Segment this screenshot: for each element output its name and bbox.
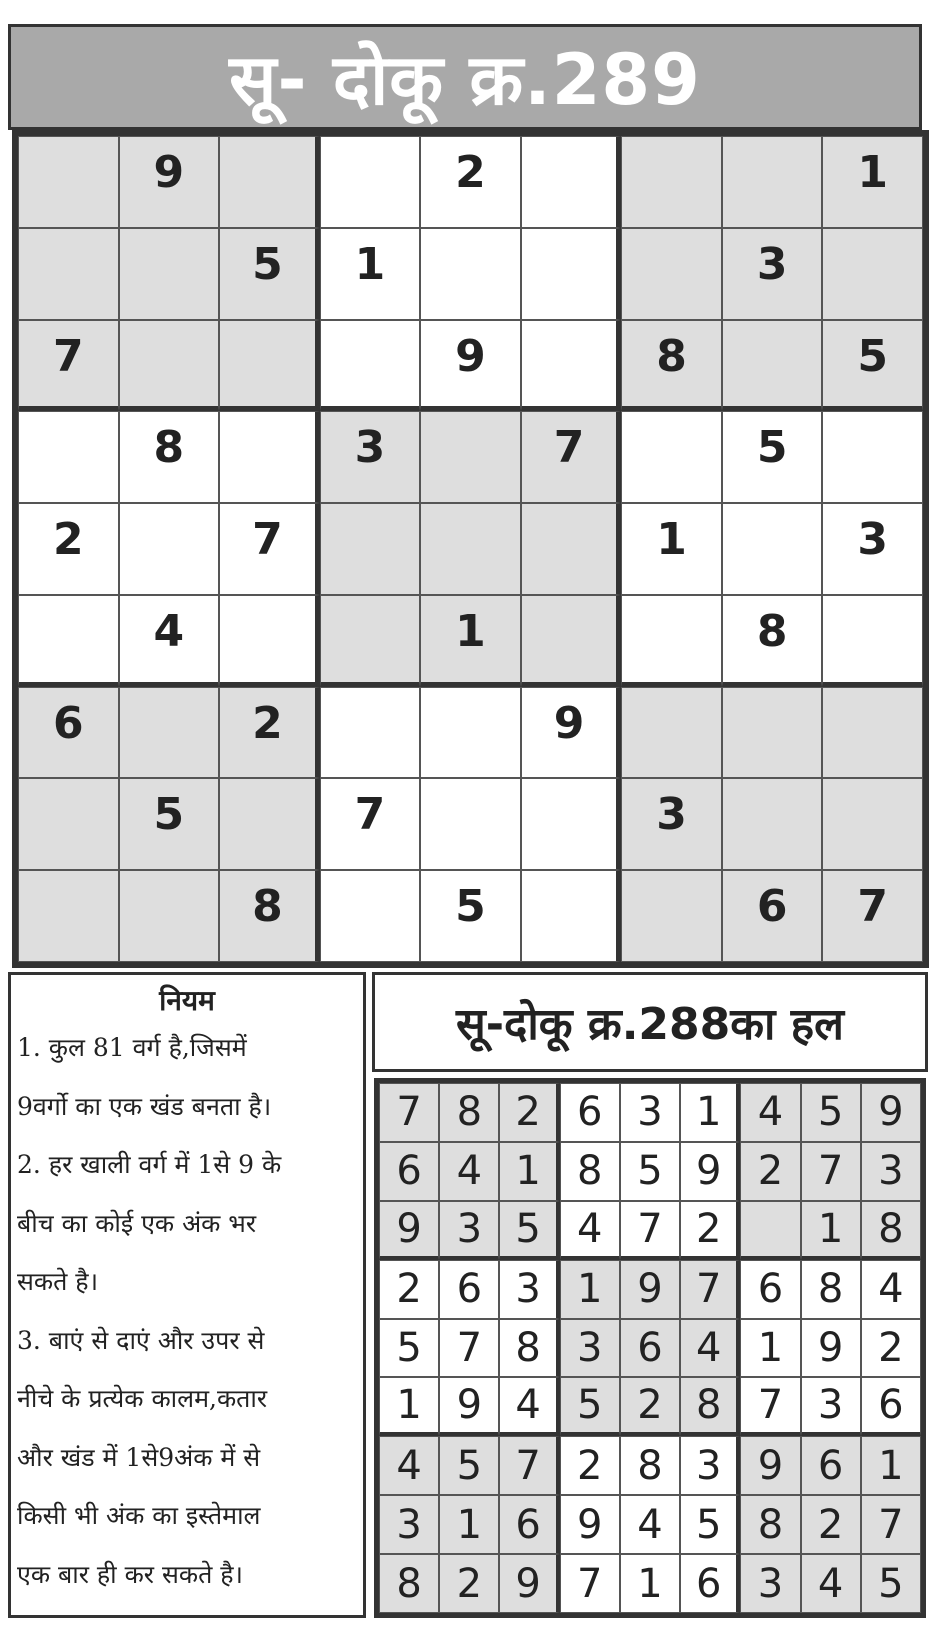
rules-box [8,972,366,1618]
puzzle-cell[interactable] [219,320,320,412]
solution-cell: 3 [801,1377,861,1436]
solution-cell: 7 [680,1260,740,1319]
puzzle-cell[interactable] [119,503,220,595]
puzzle-cell[interactable]: 1 [621,503,722,595]
solution-cell: 3 [680,1436,740,1495]
solution-cell: 8 [680,1377,740,1436]
puzzle-title: सू- दोकू क्र.289 [229,39,701,121]
solution-cell: 5 [560,1377,620,1436]
puzzle-cell[interactable] [521,778,622,870]
puzzle-cell[interactable] [18,411,119,503]
solution-cell: 6 [620,1319,680,1378]
puzzle-cell[interactable] [420,687,521,779]
puzzle-cell[interactable] [320,320,421,412]
puzzle-cell[interactable] [621,687,722,779]
puzzle-cell[interactable] [822,228,923,320]
solution-cell: 2 [801,1495,861,1554]
puzzle-cell[interactable] [521,320,622,412]
solution-cell: 4 [801,1554,861,1613]
puzzle-cell[interactable]: 1 [320,228,421,320]
solution-cell: 3 [379,1495,439,1554]
solution-cell: 6 [740,1260,800,1319]
solution-cell: 2 [560,1436,620,1495]
puzzle-cell[interactable]: 3 [621,778,722,870]
puzzle-cell[interactable] [521,228,622,320]
solution-cell: 1 [439,1495,499,1554]
solution-cell: 9 [740,1436,800,1495]
rules-line: और खंड में 1से9अंक में से [17,1442,261,1472]
solution-cell: 3 [861,1142,921,1201]
rules-line: सकते है। [17,1267,99,1296]
solution-cell: 6 [499,1495,559,1554]
puzzle-cell[interactable] [320,870,421,962]
solution-cell: 9 [801,1319,861,1378]
puzzle-cell[interactable]: 1 [420,595,521,687]
solution-cell: 9 [620,1260,680,1319]
solution-cell: 4 [560,1201,620,1260]
puzzle-cell[interactable]: 5 [219,228,320,320]
puzzle-cell[interactable] [119,320,220,412]
solution-cell: 3 [439,1201,499,1260]
puzzle-cell[interactable]: 9 [420,320,521,412]
puzzle-cell[interactable]: 3 [822,503,923,595]
puzzle-cell[interactable] [621,136,722,228]
solution-cell: 2 [680,1201,740,1260]
solution-cell: 8 [620,1436,680,1495]
solution-cell: 6 [439,1260,499,1319]
solution-cell: 2 [861,1319,921,1378]
solution-cell: 6 [379,1142,439,1201]
solution-cell: 7 [560,1554,620,1613]
solution-cell: 4 [861,1260,921,1319]
puzzle-cell[interactable]: 3 [722,228,823,320]
puzzle-cell[interactable] [722,778,823,870]
puzzle-cell[interactable]: 7 [219,503,320,595]
solution-cell: 4 [379,1436,439,1495]
rules-line: 1. कुल 81 वर्ग है,जिसमें [17,1033,247,1062]
puzzle-cell[interactable]: 9 [521,687,622,779]
puzzle-cell[interactable]: 7 [18,320,119,412]
solution-cell: 9 [379,1201,439,1260]
solution-cell: 4 [620,1495,680,1554]
solution-cell: 8 [801,1260,861,1319]
solution-cell: 1 [680,1083,740,1142]
puzzle-cell[interactable] [822,778,923,870]
solution-cell: 8 [560,1142,620,1201]
puzzle-title-banner [8,24,922,130]
solution-cell: 9 [861,1083,921,1142]
solution-cell: 9 [680,1142,740,1201]
solution-cell: 6 [861,1377,921,1436]
puzzle-cell[interactable] [219,411,320,503]
puzzle-cell[interactable] [521,870,622,962]
puzzle-cell[interactable]: 8 [621,320,722,412]
solution-cell: 1 [801,1201,861,1260]
solution-cell: 2 [439,1554,499,1613]
puzzle-cell[interactable] [18,870,119,962]
puzzle-cell[interactable] [119,228,220,320]
puzzle-cell[interactable] [722,320,823,412]
solution-cell: 9 [560,1495,620,1554]
solution-cell: 7 [801,1142,861,1201]
puzzle-cell[interactable]: 7 [521,411,622,503]
solution-cell: 3 [499,1260,559,1319]
solution-title: सू-दोकू क्र.288का हल [456,999,844,1050]
puzzle-cell[interactable] [420,411,521,503]
puzzle-cell[interactable] [621,228,722,320]
puzzle-cell[interactable]: 1 [822,136,923,228]
rules-line: बीच का कोई एक अंक भर [17,1208,257,1238]
sudoku-puzzle-grid [12,130,929,968]
solution-cell: 9 [439,1377,499,1436]
puzzle-cell[interactable]: 2 [420,136,521,228]
solution-cell: 7 [740,1377,800,1436]
puzzle-cell[interactable] [521,503,622,595]
rules-heading: नियम [159,984,215,1017]
puzzle-cell[interactable] [18,136,119,228]
puzzle-cell[interactable]: 5 [119,778,220,870]
puzzle-cell[interactable]: 7 [320,778,421,870]
puzzle-cell[interactable] [18,228,119,320]
puzzle-cell[interactable]: 2 [219,687,320,779]
puzzle-cell[interactable] [119,870,220,962]
solution-cell: 6 [801,1436,861,1495]
solution-cell: 1 [379,1377,439,1436]
puzzle-cell[interactable] [18,778,119,870]
puzzle-cell[interactable] [521,136,622,228]
solution-cell: 4 [740,1083,800,1142]
rules-line: नीचे के प्रत्येक कालम,कतार [17,1384,268,1413]
solution-cell: 6 [560,1083,620,1142]
puzzle-cell[interactable]: 5 [722,411,823,503]
rules-line: 2. हर खाली वर्ग में 1से 9 के [17,1150,282,1179]
solution-cell: 7 [499,1436,559,1495]
solution-cell: 3 [560,1319,620,1378]
solution-cell: 4 [680,1319,740,1378]
solution-cell: 9 [499,1554,559,1613]
rules-line: 3. बाएं से दाएं और उपर से [17,1325,265,1355]
solution-cell: 7 [861,1495,921,1554]
puzzle-cell[interactable]: 5 [420,870,521,962]
puzzle-cell[interactable] [822,411,923,503]
puzzle-cell[interactable] [320,136,421,228]
puzzle-cell[interactable]: 6 [722,870,823,962]
solution-cell: 8 [861,1201,921,1260]
solution-cell: 8 [499,1319,559,1378]
solution-cell: 4 [499,1377,559,1436]
solution-cell: 5 [439,1436,499,1495]
solution-cell: 2 [740,1142,800,1201]
puzzle-cell[interactable]: 7 [822,870,923,962]
rules-line: 9वर्गो का एक खंड बनता है। [17,1091,272,1121]
puzzle-cell[interactable] [320,687,421,779]
puzzle-cell[interactable]: 8 [119,411,220,503]
puzzle-cell[interactable] [420,778,521,870]
puzzle-cell[interactable] [822,687,923,779]
solution-cell: 2 [379,1260,439,1319]
puzzle-cell[interactable] [722,136,823,228]
solution-cell: 5 [499,1201,559,1260]
solution-cell: 1 [740,1319,800,1378]
solution-cell: 5 [379,1319,439,1378]
solution-cell: 4 [439,1142,499,1201]
solution-cell: 3 [740,1554,800,1613]
solution-cell: 8 [379,1554,439,1613]
rules-line: किसी भी अंक का इस्तेमाल [17,1501,261,1530]
puzzle-cell[interactable] [18,595,119,687]
solution-cell: 1 [861,1436,921,1495]
solution-cell: 7 [379,1083,439,1142]
puzzle-cell[interactable] [420,228,521,320]
puzzle-cell[interactable] [219,136,320,228]
puzzle-cell[interactable] [119,687,220,779]
puzzle-cell[interactable] [621,411,722,503]
puzzle-cell[interactable]: 3 [320,411,421,503]
rules-line: एक बार ही कर सकते है। [17,1559,244,1589]
solution-cell: 5 [620,1142,680,1201]
solution-cell: 1 [620,1554,680,1613]
solution-cell: 2 [620,1377,680,1436]
solution-cell: 1 [499,1142,559,1201]
puzzle-cell[interactable]: 5 [822,320,923,412]
solution-cell [740,1201,800,1260]
solution-cell: 5 [680,1495,740,1554]
puzzle-cell[interactable]: 8 [722,595,823,687]
puzzle-cell[interactable] [219,595,320,687]
solution-cell: 5 [801,1083,861,1142]
puzzle-cell[interactable] [822,595,923,687]
puzzle-cell[interactable]: 8 [219,870,320,962]
puzzle-cell[interactable]: 4 [119,595,220,687]
solution-cell: 7 [439,1319,499,1378]
puzzle-cell[interactable] [521,595,622,687]
puzzle-cell[interactable] [722,503,823,595]
puzzle-cell[interactable] [621,595,722,687]
puzzle-cell[interactable]: 2 [18,503,119,595]
solution-cell: 8 [439,1083,499,1142]
solution-cell: 8 [740,1495,800,1554]
sudoku-solution-grid [374,1078,926,1618]
solution-cell: 5 [861,1554,921,1613]
solution-title-box [372,972,928,1072]
solution-cell: 7 [620,1201,680,1260]
solution-cell: 2 [499,1083,559,1142]
puzzle-cell[interactable] [320,503,421,595]
puzzle-cell[interactable] [320,595,421,687]
solution-cell: 1 [560,1260,620,1319]
puzzle-cell[interactable] [420,503,521,595]
solution-cell: 3 [620,1083,680,1142]
puzzle-cell[interactable] [621,870,722,962]
puzzle-cell[interactable]: 6 [18,687,119,779]
puzzle-cell[interactable]: 9 [119,136,220,228]
solution-cell: 6 [680,1554,740,1613]
puzzle-cell[interactable] [722,687,823,779]
puzzle-cell[interactable] [219,778,320,870]
